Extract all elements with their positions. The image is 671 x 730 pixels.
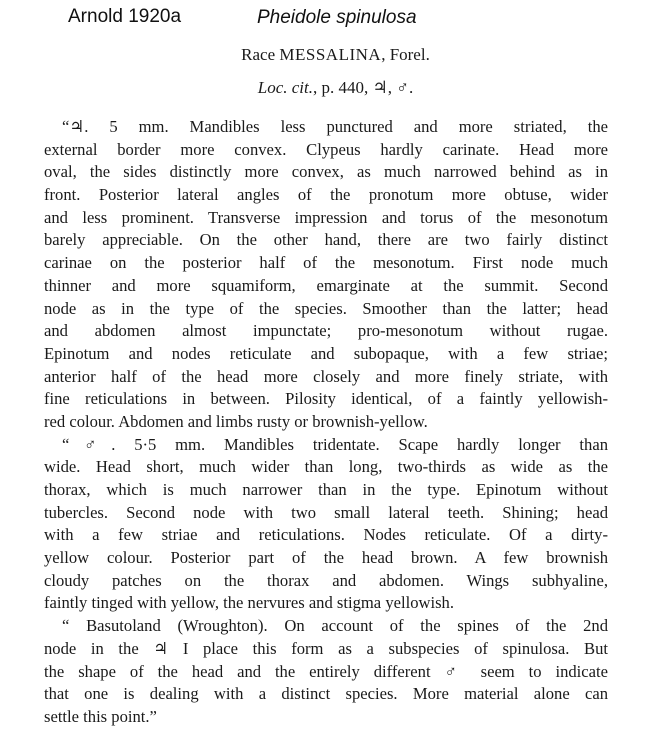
text-line: yellow colour. Posterior part of the head brown. A few brownish: [44, 548, 608, 568]
race-name: MESSALINA: [279, 45, 382, 64]
text-line: and less prominent. Transverse impression and torus of the mesonotum: [44, 207, 608, 227]
race-author: , Forel.: [381, 45, 430, 64]
text-line: and abdomen almost impunctate; pro-mesonotum without rugae.: [44, 321, 608, 341]
text-line: wide. Head short, much wider than long, two-thirds as wide as the: [44, 457, 608, 477]
text-line: faintly tinged with yellow, the nervures and stigma yellowish.: [44, 593, 454, 613]
race-prefix: Race: [241, 45, 276, 64]
text-line: anterior half of the head more closely and more finely striate, with: [44, 366, 608, 386]
loc-rest: , p. 440, ♃, ♂.: [313, 78, 414, 97]
header-species: Pheidole spinulosa: [257, 7, 417, 28]
text-line: fine reticulations in between. Pilosity identical, of a faintly yellowish-: [44, 389, 608, 409]
text-line: thorax, which is much narrower than in the type. Epinotum without: [44, 480, 608, 499]
loc-cit-line: [0, 78, 671, 98]
body-text: [44, 116, 608, 729]
text-line: node in the ♃ I place this form as a subspecies of spinulosa. But: [44, 638, 608, 658]
text-line: “♂. 5·5 mm. Mandibles tridentate. Scape hardly longer than: [62, 434, 608, 454]
text-line: with a few striae and reticulations. Nodes reticulate. Of a dirty-: [44, 525, 608, 545]
text-line: “♃. 5 mm. Mandibles less punctured and more striated, the: [62, 117, 608, 136]
text-line: carinae on the posterior half of the mesonotum. First node much: [44, 253, 608, 273]
text-line: the shape of the head and the entirely different ♂ seem to indicate: [44, 661, 608, 681]
text-line: thinner and more squamiform, emarginate at the summit. Second: [44, 275, 608, 295]
text-line: settle this point.”: [44, 706, 157, 726]
text-line: tubercles. Second node with two small lateral teeth. Shining; head: [44, 502, 608, 522]
text-line: node as in the type of the species. Smoother than the latter; head: [44, 298, 608, 318]
text-line: Epinotum and nodes reticulate and subopaque, with a few striae;: [44, 343, 608, 363]
paragraph-male: [44, 434, 608, 616]
text-line: that one is dealing with a distinct species. More material alone can: [44, 684, 608, 704]
text-line: external border more convex. Clypeus hardly carinate. Head more: [44, 139, 608, 159]
loc-cit: Loc. cit.: [257, 78, 313, 97]
text-line: cloudy patches on the thorax and abdomen. Wings subhyaline,: [44, 570, 608, 590]
paragraph-worker: [44, 116, 608, 434]
text-line: red colour. Abdomen and limbs rusty or brownish-yellow.: [44, 411, 428, 431]
header-source: Arnold 1920a: [68, 6, 182, 27]
text-line: front. Posterior lateral angles of the pronotum more obtuse, wider: [44, 185, 608, 205]
race-line: [0, 45, 671, 65]
text-line: oval, the sides distinctly more convex, as much narrowed behind as in: [44, 162, 608, 182]
text-line: barely appreciable. On the other hand, there are two fairly distinct: [44, 230, 608, 250]
paragraph-locality: [44, 615, 608, 728]
text-line: “ Basutoland (Wroughton). On account of the spines of the 2nd: [62, 616, 608, 636]
